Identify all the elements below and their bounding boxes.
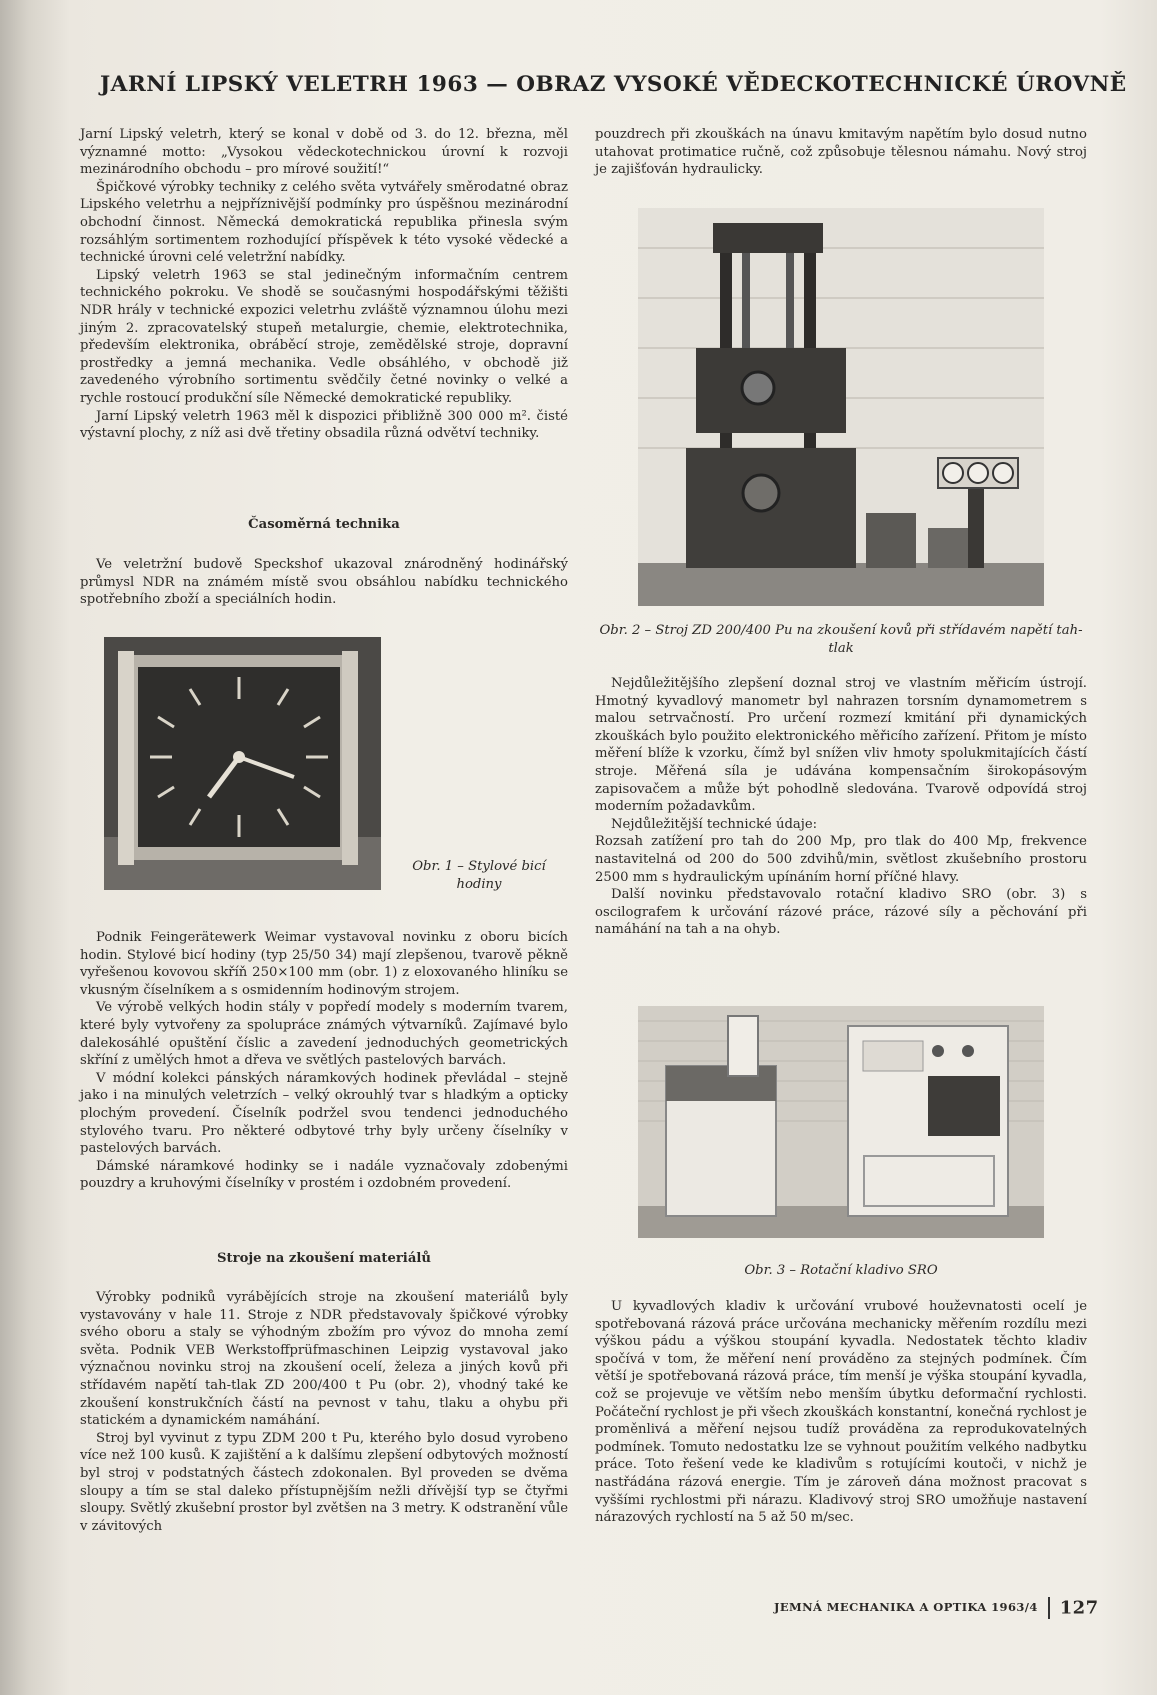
paragraph: Lipský veletrh 1963 se stal jedinečným informačním centrem technického pokroku. Ve shodě se současnými hospodářskými těžišti NDR hrály v technické expozici veletrhu zvláště významnou úlohu mezi jiným 2. zpracovatelský stupeň metalurgie, chemie, elektrotechnika, především elektronika, obráběcí stroje, zemědělské stroje, dopravní prostředky a jemná mechanika. Vedle obsáhlého, v obchodě již zavedeného výrobního sortimentu svědčily četné novinky o velké a rychle rostoucí produkční síle Německé demokratické republiky. [80,267,568,406]
section-heading-timekeeping: Časoměrná technika [248,517,400,532]
paragraph: Výrobky podniků vyrábějících stroje na zkoušení materiálů byly vystavovány v hale 11. Stroje z NDR představovaly špičkové výrobky svého oboru a staly se výhodným zbožím pro vývoz do mnoha zemí světa. Podnik VEB Werkstoffprüfmaschinen Leipzig vystavoval jako význačnou novinku stroj na zkoušení ocelí, železa a jiných kovů při střídavém napětí tah-tlak ZD 200/400 t Pu (obr. 2), vhodný také ke zkoušení konstrukčních částí na pevnost v tahu, tlaku a ohybu při statickém a dynamickém namáhání. [80,1290,568,1429]
journal-name: JEMNÁ MECHANIKA A OPTIKA 1963/4 [774,1600,1038,1614]
testing-machine-illustration [638,208,1044,606]
paragraph: Další novinku představovalo rotační kladivo SRO (obr. 3) s oscilografem k určování rázové práce, rázové síly a pěchování při namáhání na tah a na ohyb. [595,887,1087,938]
footer-divider [1048,1597,1050,1619]
paragraph: Stroj byl vyvinut z typu ZDM 200 t Pu, kterého bylo dosud vyrobeno více než 100 kusů. K zajištění a k dalšímu zlepšení odbytových možností byl stroj v podstatných částech zdokonalen. Byl proveden se dvěma sloupy a tím se stal daleko přístupnějším nežli dřívější typ se čtyřmi sloupy. Světlý zkušební prostor byl zvětšen na 3 metry. K odstranění vůle v závitových [80,1430,568,1534]
paragraph: Nejdůležitějšího zlepšení doznal stroj ve vlastním měřicím ústrojí. Hmotný kyvadlový manometr byl nahrazen torsním dynamometrem s malou setrvačností. Pro určení rozmezí kmitání při dynamických zkouškách bylo použito elektronického měřicího zařízení. Přitom je místo měření blíže k vzorku, čímž byl snížen vliv hmoty spolukmitajících částí stroje. Měřená síla je udávána kompensačním širokopásovým zapisovačem a může být pohodlně sledována. Tvarově odpovídá stroj moderním požadavkům. [595,676,1087,815]
left-column-clocks [80,929,568,1193]
paragraph: pouzdrech při zkouškách na únavu kmitavým napětím bylo dosud nutno utahovat protimatice ručně, což způsobuje tělesnou námahu. Nový stroj je zajišťován hydraulicky. [595,127,1087,178]
paragraph: U kyvadlových kladiv k určování vrubové houževnatosti ocelí je spotřebovaná rázová práce určována mechanicky měřením rozdílu mezi výškou pádu a výškou stoupání kyvadla. Nedostatek těchto kladiv spočívá v tom, že měření není prováděno za stejných podmínek. Čím větší je spotřebovaná rázová práce, tím menší je výška stoupání kyvadla, což se projevuje ve větším nebo menším úbytku deformační rychlosti. Počáteční rychlost je při všech zkouškách konstantní, konečná rychlost je proměnlivá a měření nejsou tudíž prováděna za reprodukovatelných podmínek. Tomuto nedostatku lze se vyhnout použitím velkého nadbytku práce. Toto řešení vede ke kladivům s rotujícími koutoči, v nichž je nastřádána rázová energie. Tím je zároveň dána možnost pracovat s vyššími rychlostmi při nárazu. Kladivový stroj SRO umožňuje nastavení nárazových rychlostí na 5 až 50 m/sec. [595,1299,1087,1526]
page-title: JARNÍ LIPSKÝ VELETRH 1963 — OBRAZ VYSOKÉ VĚDECKOTECHNICKÉ ÚROVNĚ [100,72,1127,97]
paragraph: Rozsah zatížení pro tah do 200 Mp, pro tlak do 400 Mp, frekvence nastavitelná od 200 do 500 zdvihů/min, světlost zkušebního prostoru 2500 mm s hydraulickým upínáním horní příčné hlavy. [595,834,1087,885]
page-footer [774,1597,1099,1619]
left-column-materials [80,1289,568,1535]
left-column-intro [80,126,568,443]
paragraph: Ve veletržní budově Speckshof ukazoval znárodněný hodinářský průmysl NDR na známém místě svou obsáhlou nabídku technického spotřebního zboží a speciálních hodin. [80,557,568,608]
paragraph: Špičkové výrobky techniky z celého světa vytvářely směrodatné obraz Lipského veletrhu a nejpříznivější podmínky pro úspěšnou mezinárodní obchodní činnost. Německá demokratická republika přinesla svým rozsáhlým sortimentem rozhodující příspěvek k této vysoké vědecké a technické úrovni celé veletržní nabídky. [80,179,568,266]
left-column-time [80,556,568,609]
paragraph: Ve výrobě velkých hodin stály v popředí modely s moderním tvarem, které byly vytvořeny za spolupráce známých výtvarníků. Zajímavé bylo dalekosáhlé opuštění číslic a zavedení jednoduchých geometrických skříní z umělých hmot a dřeva ve světlých pastelových barvách. [80,1000,568,1069]
figure-2-testing-machine-photo [638,208,1044,606]
right-column-middle [595,675,1087,939]
rotary-hammer-illustration [638,1006,1044,1238]
clock-illustration [104,637,381,890]
page-number: 127 [1059,1597,1099,1619]
figure-3-caption: Obr. 3 – Rotační kladivo SRO [744,1263,938,1278]
paragraph: V módní kolekci pánských náramkových hodinek převládal – stejně jako i na minulých veletrzích – velký okrouhlý tvar s hladkým a opticky plochým provedení. Číselník podržel svou tendenci jednoduchého stylového tvaru. Pro některé odbytové trhy byly určeny číselníky v pastelových barvách. [80,1070,568,1157]
paragraph: Dámské náramkové hodinky se i nadále vyznačovaly zdobenými pouzdry a kruhovými číselníky v prostém i ozdobném provedení. [80,1158,568,1192]
right-column-bottom [595,1298,1087,1527]
paragraph: Jarní Lipský veletrh 1963 měl k dispozici přibližně 300 000 m². čisté výstavní plochy, z níž asi dvě třetiny obsadila různá odvětví techniky. [80,408,568,442]
right-column-top [595,126,1087,179]
paragraph: Jarní Lipský veletrh, který se konal v době od 3. do 12. března, měl významné motto: „Vysokou vědeckotechnickou úrovní k rozvoji mezinárodního obchodu – pro mírové soužití!“ [80,127,568,178]
paragraph: Podnik Feingerätewerk Weimar vystavoval novinku z oboru bicích hodin. Stylové bicí hodiny (typ 25/50 34) mají zlepšenou, tvarově pěkně vyřešenou kovovou skříň 250×100 mm (obr. 1) z eloxovaného hliníku se vkusným číselníkem a s osmidenním hodinovým strojem. [80,930,568,998]
figure-3-rotary-hammer-photo [638,1006,1044,1238]
figure-1-caption: Obr. 1 – Stylové bicí hodiny [412,859,546,892]
paragraph: Nejdůležitější technické údaje: [611,816,818,832]
figure-1-clock-photo [104,637,381,890]
figure-2-caption: Obr. 2 – Stroj ZD 200/400 Pu na zkoušení kovů při střídavém napětí tah-tlak [599,623,1083,656]
section-heading-material-testing: Stroje na zkoušení materiálů [217,1251,431,1266]
